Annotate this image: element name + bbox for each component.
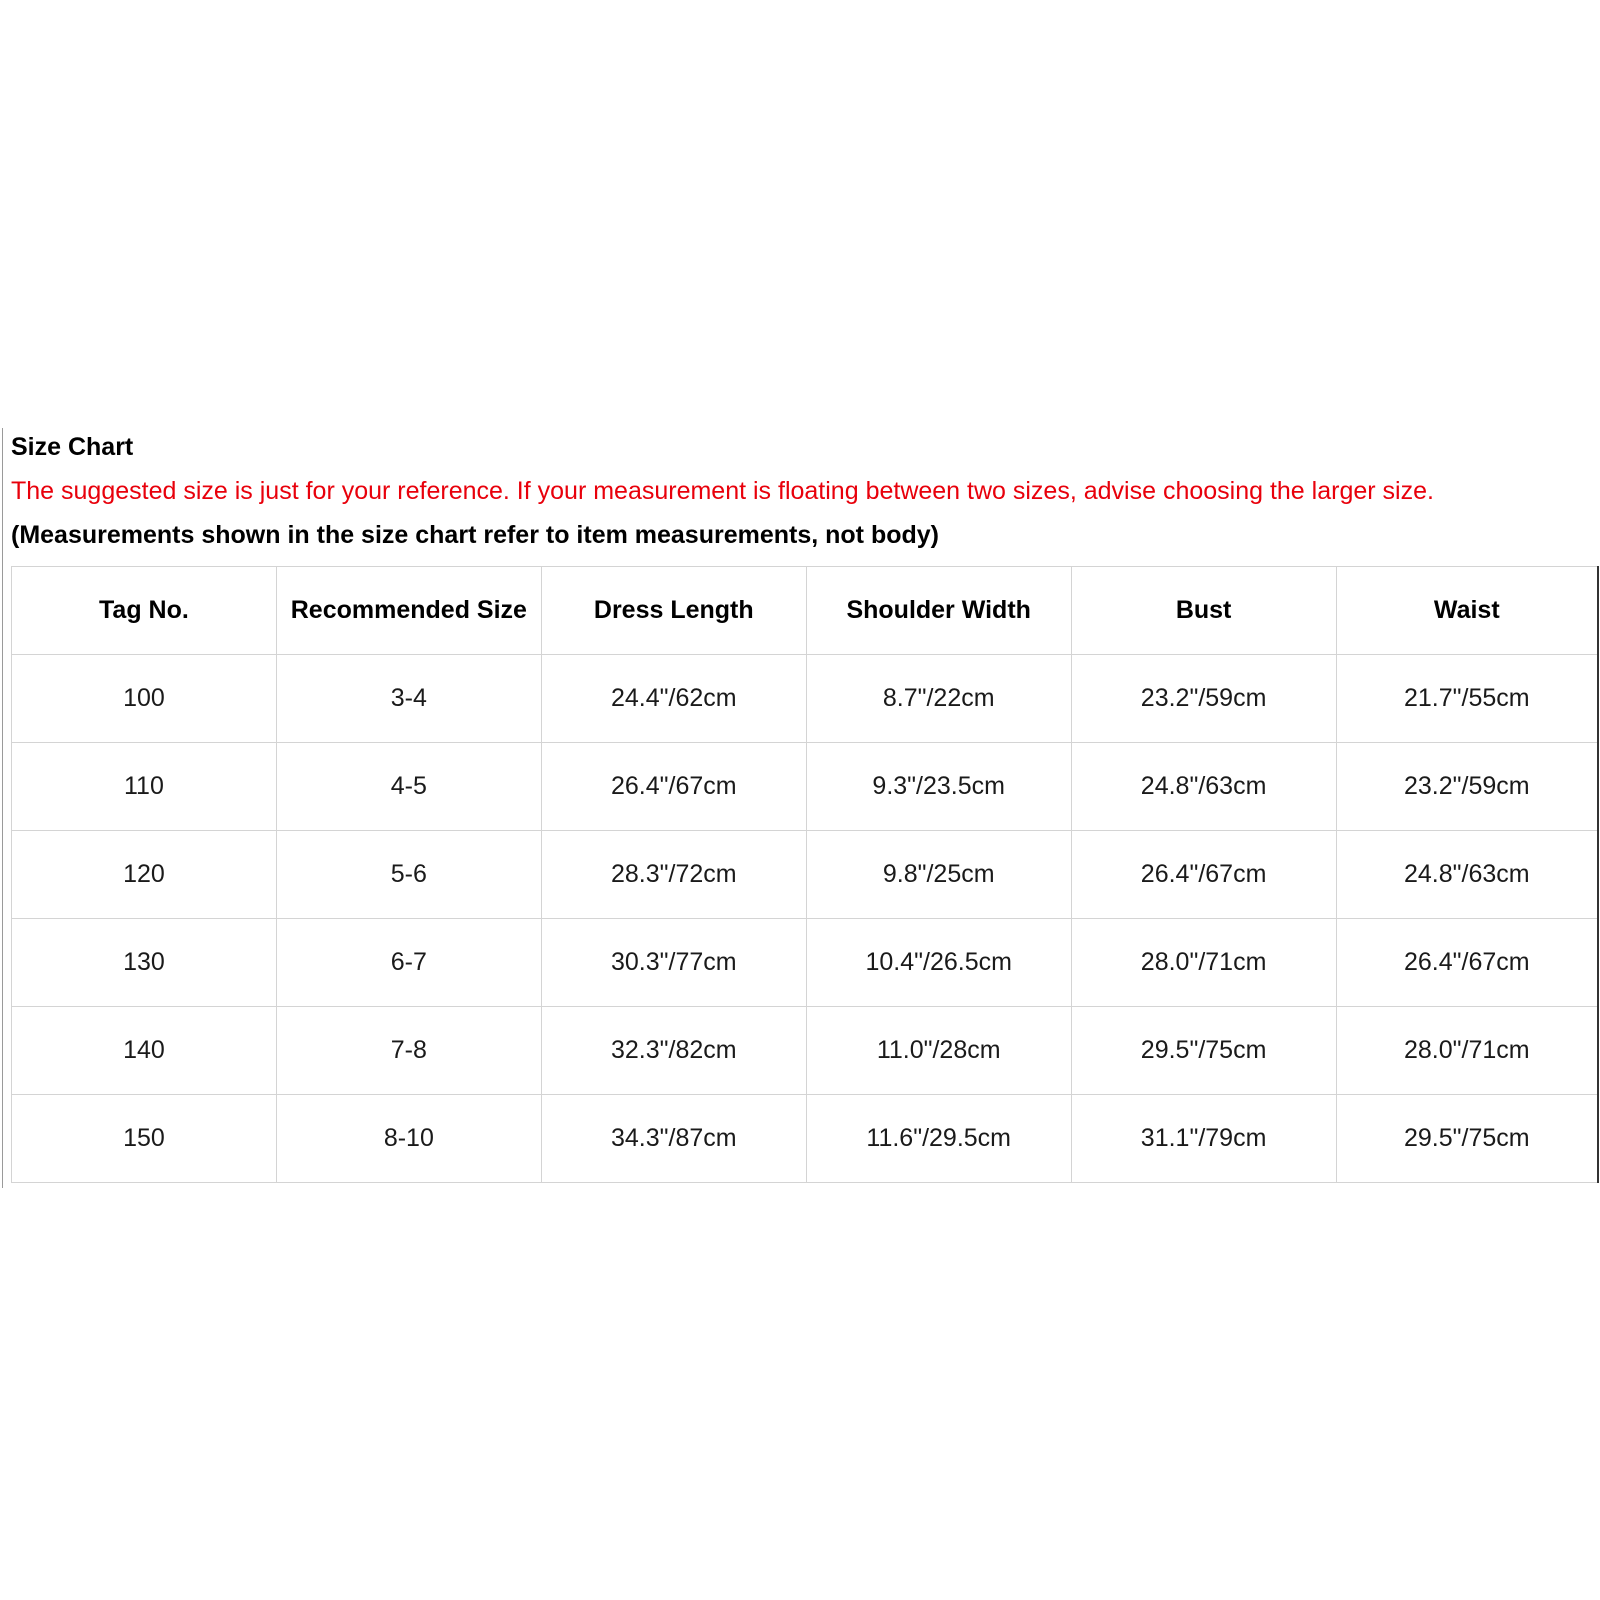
column-header-tag-no: Tag No. [12, 567, 277, 655]
table-row [12, 919, 1599, 1007]
cell-shoulder-width: 8.7"/22cm [806, 655, 1071, 743]
table-row [12, 655, 1599, 743]
cell-shoulder-width: 11.0"/28cm [806, 1007, 1071, 1095]
cell-bust: 28.0"/71cm [1071, 919, 1336, 1007]
cell-tag-no: 140 [12, 1007, 277, 1095]
cell-recommended-size: 3-4 [276, 655, 541, 743]
cell-recommended-size: 6-7 [276, 919, 541, 1007]
column-header-shoulder-width: Shoulder Width [806, 567, 1071, 655]
cell-waist: 21.7"/55cm [1336, 655, 1598, 743]
cell-bust: 26.4"/67cm [1071, 831, 1336, 919]
cell-tag-no: 100 [12, 655, 277, 743]
cell-recommended-size: 5-6 [276, 831, 541, 919]
cell-dress-length: 28.3"/72cm [541, 831, 806, 919]
column-header-waist: Waist [1336, 567, 1598, 655]
column-header-dress-length: Dress Length [541, 567, 806, 655]
size-chart-title: Size Chart [11, 433, 134, 461]
cell-recommended-size: 8-10 [276, 1095, 541, 1183]
cell-dress-length: 34.3"/87cm [541, 1095, 806, 1183]
cell-shoulder-width: 9.3"/23.5cm [806, 743, 1071, 831]
cell-waist: 23.2"/59cm [1336, 743, 1598, 831]
table-row [12, 743, 1599, 831]
cell-dress-length: 30.3"/77cm [541, 919, 806, 1007]
cell-recommended-size: 4-5 [276, 743, 541, 831]
cell-tag-no: 110 [12, 743, 277, 831]
cell-bust: 29.5"/75cm [1071, 1007, 1336, 1095]
column-header-bust: Bust [1071, 567, 1336, 655]
size-chart-panel [2, 428, 1599, 1188]
cell-bust: 31.1"/79cm [1071, 1095, 1336, 1183]
cell-bust: 23.2"/59cm [1071, 655, 1336, 743]
cell-dress-length: 24.4"/62cm [541, 655, 806, 743]
cell-waist: 26.4"/67cm [1336, 919, 1598, 1007]
table-header-row [12, 567, 1599, 655]
cell-shoulder-width: 9.8"/25cm [806, 831, 1071, 919]
table-row [12, 831, 1599, 919]
size-table [11, 566, 1599, 1183]
cell-dress-length: 26.4"/67cm [541, 743, 806, 831]
cell-tag-no: 120 [12, 831, 277, 919]
cell-dress-length: 32.3"/82cm [541, 1007, 806, 1095]
cell-shoulder-width: 11.6"/29.5cm [806, 1095, 1071, 1183]
table-row [12, 1095, 1599, 1183]
cell-tag-no: 130 [12, 919, 277, 1007]
cell-waist: 28.0"/71cm [1336, 1007, 1598, 1095]
cell-waist: 24.8"/63cm [1336, 831, 1598, 919]
measurement-note: (Measurements shown in the size chart refer to item measurements, not body) [11, 521, 939, 549]
cell-recommended-size: 7-8 [276, 1007, 541, 1095]
size-advice-notice: The suggested size is just for your reference. If your measurement is floating between two sizes, advise choosing the larger size. [11, 477, 1434, 505]
cell-tag-no: 150 [12, 1095, 277, 1183]
cell-waist: 29.5"/75cm [1336, 1095, 1598, 1183]
cell-bust: 24.8"/63cm [1071, 743, 1336, 831]
cell-shoulder-width: 10.4"/26.5cm [806, 919, 1071, 1007]
column-header-recommended-size: Recommended Size [276, 567, 541, 655]
table-row [12, 1007, 1599, 1095]
